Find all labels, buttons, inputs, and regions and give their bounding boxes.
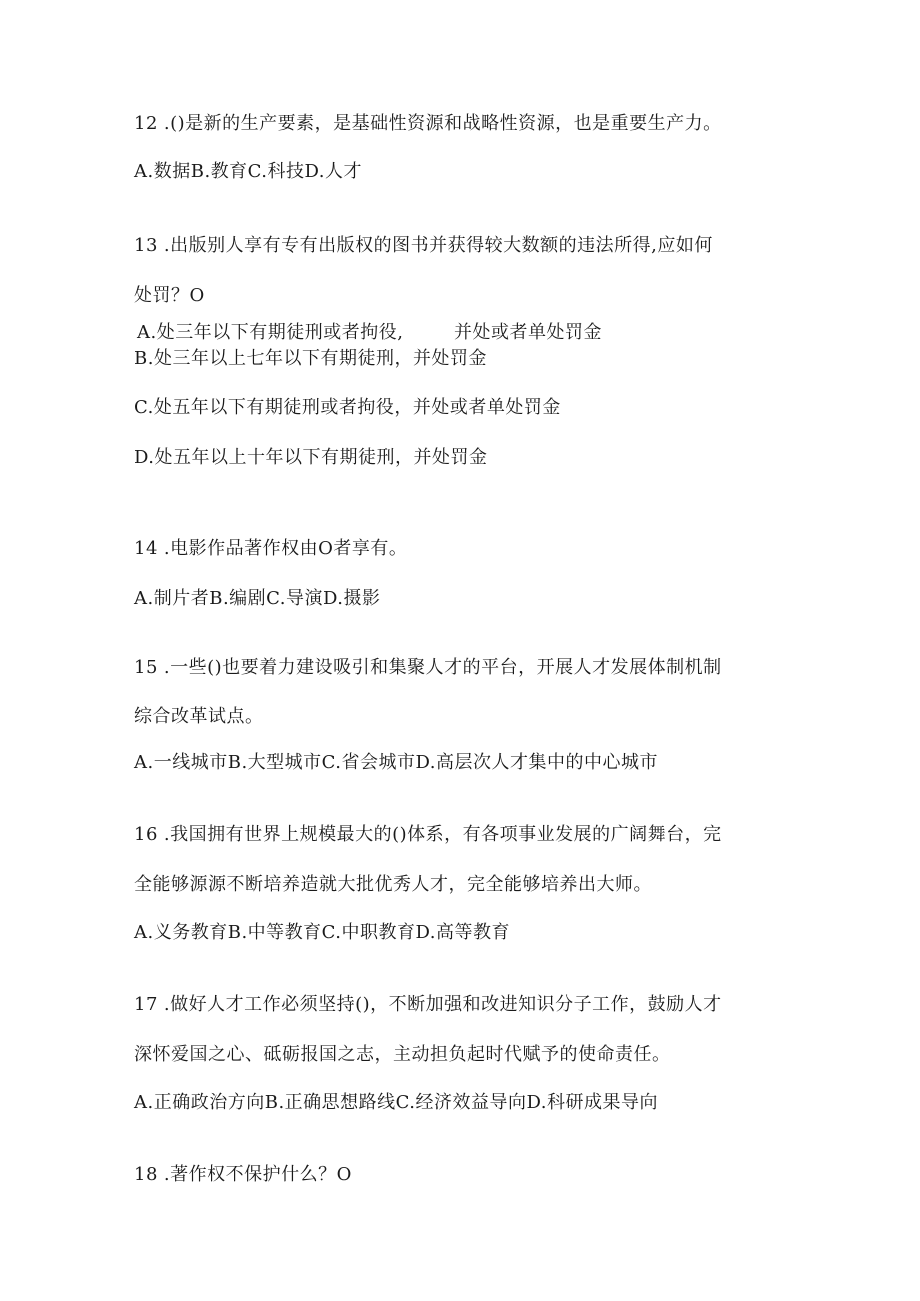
question-14-options: A.制片者B.编剧C.导演D.摄影 — [134, 588, 381, 609]
question-16-options: A.义务教育B.中等教育C.中职教育D.高等教育 — [134, 922, 511, 943]
question-12 — [134, 112, 722, 136]
question-15-text-cont: 综合改革试点。 — [134, 706, 264, 727]
question-15 — [134, 656, 722, 680]
question-16 — [134, 823, 722, 847]
question-13-option-b: B.处三年以上七年以下有期徒刑，并处罚金 — [134, 348, 487, 369]
question-17-options: A.正确政治方向B.正确思想路线C.经济效益导向D.科研成果导向 — [134, 1092, 659, 1113]
question-13-option-c: C.处五年以下有期徒刑或者拘役，并处或者单处罚金 — [134, 397, 561, 418]
question-16-text-cont: 全能够源源不断培养造就大批优秀人才，完全能够培养出大师。 — [134, 874, 652, 895]
question-text: .做好人才工作必须坚持()，不断加强和改进知识分子工作，鼓励人才 — [163, 994, 722, 1015]
question-15-options: A.一线城市B.大型城市C.省会城市D.高层次人才集中的中心城市 — [134, 752, 659, 773]
question-13 — [134, 234, 713, 258]
question-18 — [134, 1163, 352, 1187]
question-text: .出版别人享有专有出版权的图书并获得较大数额的违法所得,应如何 — [163, 235, 713, 256]
question-13-text-cont: 处罚？O — [134, 285, 205, 306]
question-13-option-a-cont: 并处或者单处罚金 — [454, 322, 602, 343]
question-number: 17 — [134, 994, 158, 1015]
question-number: 13 — [134, 235, 158, 256]
question-number: 14 — [134, 538, 158, 559]
question-number: 18 — [134, 1164, 158, 1185]
question-number: 16 — [134, 824, 158, 845]
question-text: .我国拥有世界上规模最大的()体系，有各项事业发展的广阔舞台，完 — [163, 824, 722, 845]
question-text: .()是新的生产要素，是基础性资源和战略性资源，也是重要生产力。 — [163, 113, 722, 134]
question-14 — [134, 537, 407, 561]
question-12-options: A.数据B.教育C.科技D.人才 — [134, 161, 363, 182]
question-number: 15 — [134, 657, 158, 678]
question-17-text-cont: 深怀爱国之心、砥砺报国之志，主动担负起时代赋予的使命责任。 — [134, 1044, 671, 1065]
question-number: 12 — [134, 113, 158, 134]
question-text: .著作权不保护什么？O — [163, 1164, 352, 1185]
question-text: .一些()也要着力建设吸引和集聚人才的平台，开展人才发展体制机制 — [163, 657, 722, 678]
question-13-option-d: D.处五年以上十年以下有期徒刑，并处罚金 — [134, 447, 488, 468]
question-text: .电影作品著作权由O者享有。 — [163, 538, 408, 559]
question-17 — [134, 993, 722, 1017]
question-13-option-a: A.处三年以下有期徒刑或者拘役, — [137, 322, 404, 343]
